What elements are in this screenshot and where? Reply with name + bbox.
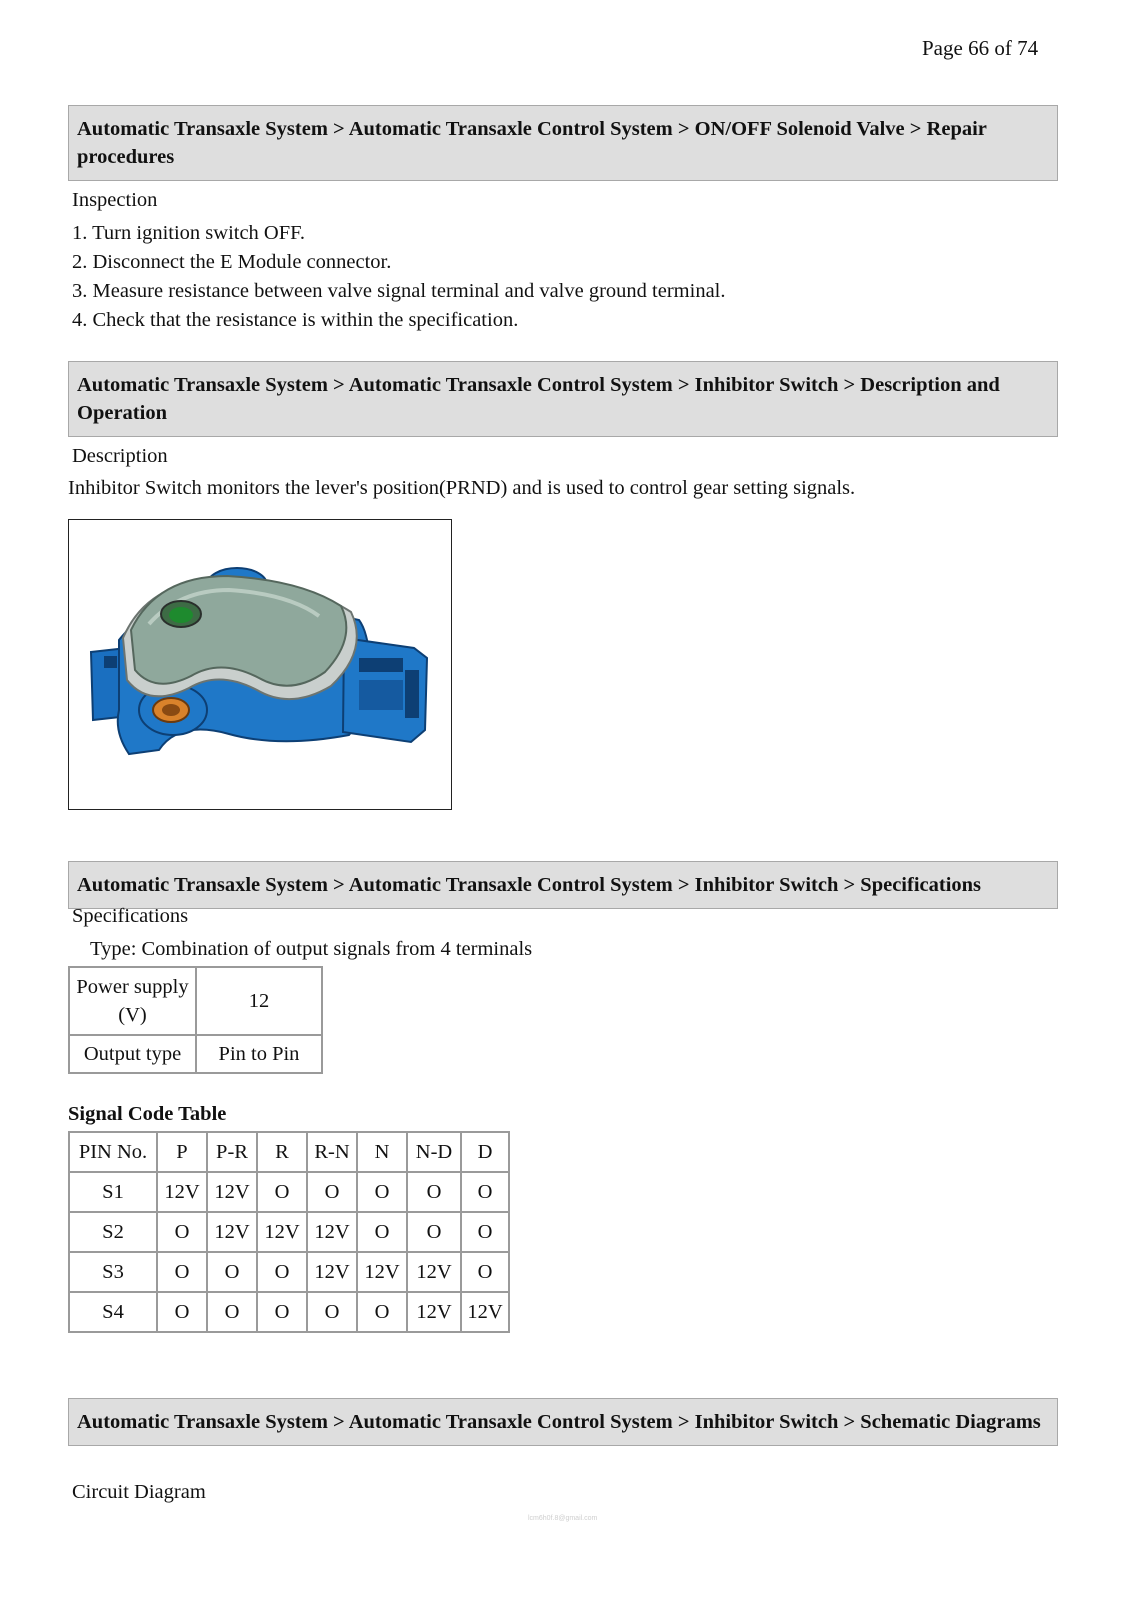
description-text: Inhibitor Switch monitors the lever's position(PRND) and is used to control gear setting signals. bbox=[68, 477, 856, 499]
table-cell: S3 bbox=[69, 1252, 157, 1292]
spec-table bbox=[68, 966, 323, 1074]
table-cell: O bbox=[307, 1172, 357, 1212]
signal-code-table bbox=[68, 1131, 510, 1333]
table-row bbox=[69, 1172, 509, 1212]
table-cell: O bbox=[257, 1252, 307, 1292]
watermark: lcm6h0f.8@gmail.com bbox=[528, 1515, 598, 1522]
table-cell: 12V bbox=[407, 1252, 461, 1292]
section-subtitle-description: Description bbox=[72, 445, 168, 467]
table-cell: S1 bbox=[69, 1172, 157, 1212]
table-cell: 12V bbox=[307, 1212, 357, 1252]
table-header-row bbox=[69, 1132, 509, 1172]
table-header-cell: R-N bbox=[307, 1132, 357, 1172]
inhibitor-switch-figure bbox=[68, 519, 452, 810]
inspection-step-2: 2. Disconnect the E Module connector. bbox=[72, 251, 392, 273]
signal-table-title: Signal Code Table bbox=[68, 1103, 227, 1125]
table-cell: O bbox=[461, 1172, 509, 1212]
table-cell: 12V bbox=[257, 1212, 307, 1252]
table-cell: 12V bbox=[407, 1292, 461, 1332]
table-cell: O bbox=[157, 1292, 207, 1332]
section-subtitle-inspection: Inspection bbox=[72, 189, 158, 211]
table-cell: S2 bbox=[69, 1212, 157, 1252]
table-header-cell: N-D bbox=[407, 1132, 461, 1172]
inhibitor-switch-illustration bbox=[69, 520, 450, 808]
table-cell: O bbox=[357, 1172, 407, 1212]
table-cell: O bbox=[157, 1252, 207, 1292]
table-cell: 12V bbox=[357, 1252, 407, 1292]
spec-type-line: Type: Combination of output signals from 4 terminals bbox=[90, 938, 533, 960]
table-cell: Output type bbox=[69, 1035, 196, 1073]
section-header-schematic: Automatic Transaxle System > Automatic Transaxle Control System > Inhibitor Switch > Schematic Diagrams bbox=[68, 1398, 1058, 1446]
inspection-step-1: 1. Turn ignition switch OFF. bbox=[72, 222, 306, 244]
table-cell: O bbox=[207, 1292, 257, 1332]
table-cell: O bbox=[461, 1252, 509, 1292]
section-header-description: Automatic Transaxle System > Automatic Transaxle Control System > Inhibitor Switch > Description and Operation bbox=[68, 361, 1058, 437]
table-header-cell: P-R bbox=[207, 1132, 257, 1172]
table-cell: 12V bbox=[307, 1252, 357, 1292]
table-cell: Power supply (V) bbox=[69, 967, 196, 1035]
table-cell: O bbox=[257, 1292, 307, 1332]
table-cell: Pin to Pin bbox=[196, 1035, 322, 1073]
table-cell: 12V bbox=[207, 1172, 257, 1212]
table-header-cell: PIN No. bbox=[69, 1132, 157, 1172]
table-header-cell: P bbox=[157, 1132, 207, 1172]
inspection-step-3: 3. Measure resistance between valve signal terminal and valve ground terminal. bbox=[72, 280, 726, 302]
table-row bbox=[69, 967, 322, 1035]
table-row bbox=[69, 1292, 509, 1332]
table-row bbox=[69, 1212, 509, 1252]
section-subtitle-specifications: Specifications bbox=[72, 905, 189, 927]
table-header-cell: N bbox=[357, 1132, 407, 1172]
section-subtitle-circuit-diagram: Circuit Diagram bbox=[72, 1481, 206, 1503]
table-cell: O bbox=[257, 1172, 307, 1212]
table-cell: O bbox=[357, 1212, 407, 1252]
table-cell: S4 bbox=[69, 1292, 157, 1332]
table-cell: O bbox=[357, 1292, 407, 1332]
table-header-cell: R bbox=[257, 1132, 307, 1172]
table-cell: O bbox=[207, 1252, 257, 1292]
table-cell: O bbox=[461, 1212, 509, 1252]
table-cell: 12V bbox=[157, 1172, 207, 1212]
inspection-step-4: 4. Check that the resistance is within the specification. bbox=[72, 309, 519, 331]
table-cell: O bbox=[407, 1212, 461, 1252]
table-cell: O bbox=[157, 1212, 207, 1252]
table-header-cell: D bbox=[461, 1132, 509, 1172]
table-cell: O bbox=[307, 1292, 357, 1332]
table-cell: 12V bbox=[207, 1212, 257, 1252]
section-header-specifications: Automatic Transaxle System > Automatic Transaxle Control System > Inhibitor Switch > Specifications bbox=[68, 861, 1058, 909]
page-number: Page 66 of 74 bbox=[922, 36, 1039, 60]
section-header-solenoid-repair: Automatic Transaxle System > Automatic Transaxle Control System > ON/OFF Solenoid Valve > Repair procedures bbox=[68, 105, 1058, 181]
table-row bbox=[69, 1035, 322, 1073]
table-cell: O bbox=[407, 1172, 461, 1212]
table-row bbox=[69, 1252, 509, 1292]
table-cell: 12V bbox=[461, 1292, 509, 1332]
table-cell: 12 bbox=[196, 967, 322, 1035]
